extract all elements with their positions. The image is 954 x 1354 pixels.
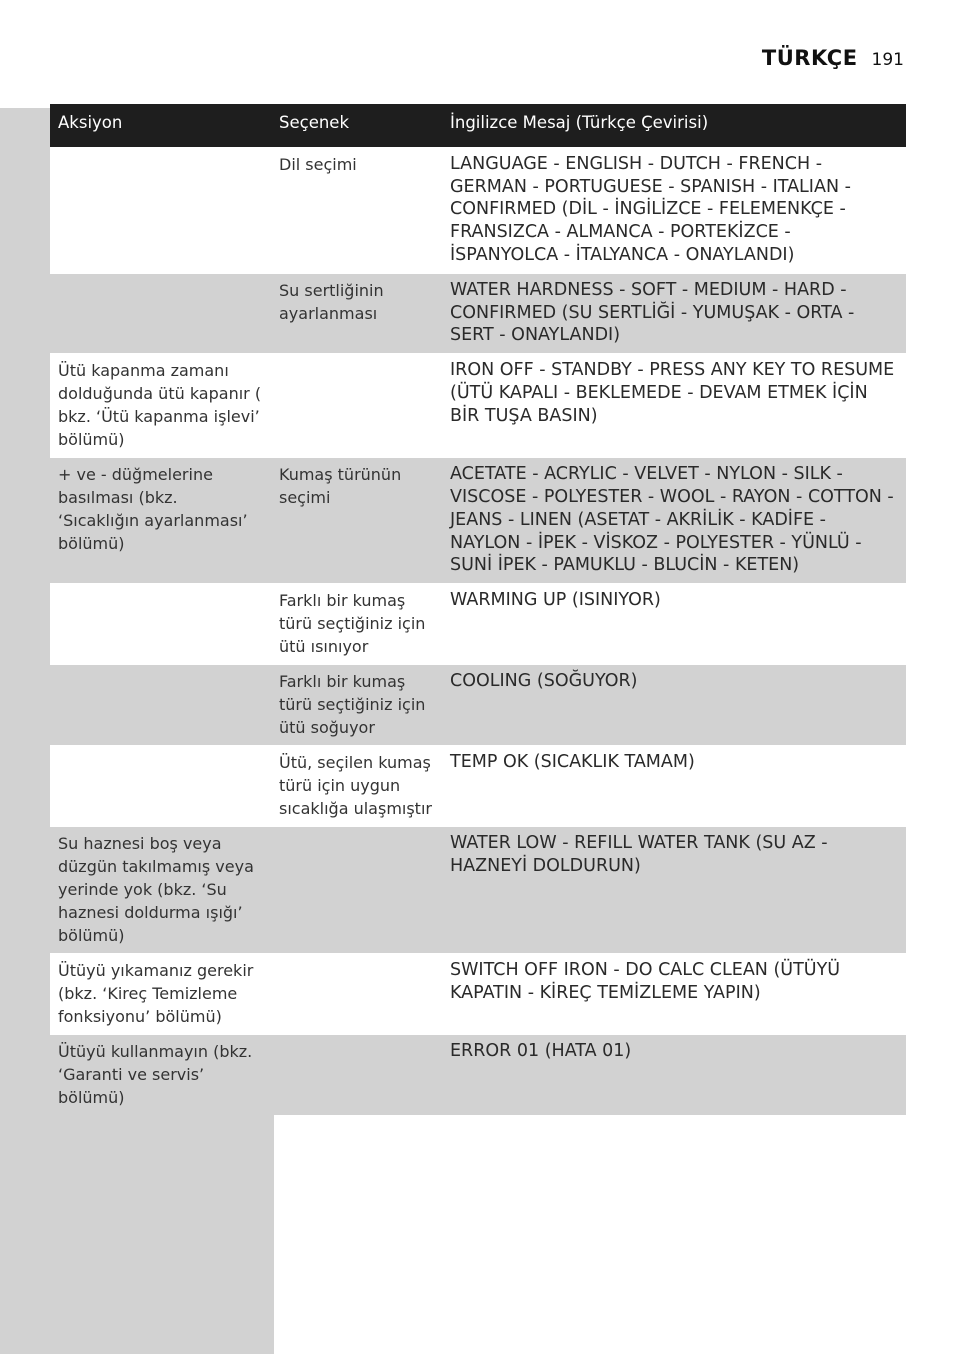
option-cell: [271, 954, 442, 1035]
table-row: [50, 458, 906, 584]
action-cell: Su haznesi boş veya düzgün takılmamış veya yerinde yok (bkz. ‘Su haznesi doldurma ışığı’ bölümü): [50, 827, 271, 954]
page-header: [762, 46, 904, 70]
table-row: [50, 147, 906, 273]
column-header-message: İngilizce Mesaj (Türkçe Çevirisi): [442, 104, 906, 147]
table-row: [50, 954, 906, 1035]
message-cell: COOLING (SOĞUYOR): [442, 665, 906, 746]
table-row: [50, 273, 906, 353]
message-cell: ACETATE - ACRYLIC - VELVET - NYLON - SILK - VISCOSE - POLYESTER - WOOL - RAYON - COTTON - JEANS - LINEN (ASETAT - AKRİLİK - KADİFE - NAYLON - İPEK - VİSKOZ - POLYESTER - YÜNLÜ - SUNİ İPEK - PAMUKLU - BLUCİN - KETEN): [442, 458, 906, 584]
table-row: [50, 584, 906, 665]
table-row: [50, 827, 906, 954]
message-cell: IRON OFF - STANDBY - PRESS ANY KEY TO RESUME (ÜTÜ KAPALI - BEKLEMEDE - DEVAM ETMEK İÇİN BİR TUŞA BASIN): [442, 354, 906, 458]
action-cell: Ütü kapanma zamanı dolduğunda ütü kapanır ( bkz. ‘Ütü kapanma işlevi’ bölümü): [50, 354, 271, 458]
page-number: 191: [871, 50, 904, 70]
option-cell: [271, 354, 442, 458]
action-cell: + ve - düğmelerine basılması (bkz. ‘Sıcaklığın ayarlanması’ bölümü): [50, 458, 271, 584]
column-header-action: Aksiyon: [50, 104, 271, 147]
table-body: [50, 147, 906, 1115]
message-cell: WATER LOW - REFILL WATER TANK (SU AZ - HAZNEYİ DOLDURUN): [442, 827, 906, 954]
message-cell: ERROR 01 (HATA 01): [442, 1035, 906, 1116]
table-row: [50, 354, 906, 458]
action-cell: Ütüyü yıkamanız gerekir (bkz. ‘Kireç Temizleme fonksiyonu’ bölümü): [50, 954, 271, 1035]
option-cell: Su sertliğinin ayarlanması: [271, 273, 442, 353]
option-cell: Ütü, seçilen kumaş türü için uygun sıcaklığa ulaşmıştır: [271, 746, 442, 827]
action-cell: [50, 584, 271, 665]
message-cell: WARMING UP (ISINIYOR): [442, 584, 906, 665]
table-row: [50, 1035, 906, 1116]
action-cell: Ütüyü kullanmayın (bkz. ‘Garanti ve servis’ bölümü): [50, 1035, 271, 1116]
message-cell: WATER HARDNESS - SOFT - MEDIUM - HARD - CONFIRMED (SU SERTLİĞİ - YUMUŞAK - ORTA - SERT - ONAYLANDI): [442, 273, 906, 353]
message-cell: SWITCH OFF IRON - DO CALC CLEAN (ÜTÜYÜ KAPATIN - KİREÇ TEMİZLEME YAPIN): [442, 954, 906, 1035]
option-cell: [271, 1035, 442, 1116]
option-cell: Kumaş türünün seçimi: [271, 458, 442, 584]
action-cell: [50, 746, 271, 827]
table-row: [50, 746, 906, 827]
message-cell: TEMP OK (SICAKLIK TAMAM): [442, 746, 906, 827]
messages-table: [50, 104, 906, 1115]
table-row: [50, 665, 906, 746]
option-cell: Farklı bir kumaş türü seçtiğiniz için ütü soğuyor: [271, 665, 442, 746]
option-cell: [271, 827, 442, 954]
action-cell: [50, 273, 271, 353]
action-cell: [50, 665, 271, 746]
action-cell: [50, 147, 271, 273]
column-header-option: Seçenek: [271, 104, 442, 147]
option-cell: Farklı bir kumaş türü seçtiğiniz için ütü ısınıyor: [271, 584, 442, 665]
language-title: TÜRKÇE: [761, 46, 858, 70]
message-cell: LANGUAGE - ENGLISH - DUTCH - FRENCH - GERMAN - PORTUGUESE - SPANISH - ITALIAN - CONFIRMED (DİL - İNGİLİZCE - FELEMENKÇE - FRANSIZCA - ALMANCA - PORTEKİZCE - İSPANYOLCA - İTALYANCA - ONAYLANDI): [442, 147, 906, 273]
table-header: [50, 104, 906, 147]
option-cell: Dil seçimi: [271, 147, 442, 273]
